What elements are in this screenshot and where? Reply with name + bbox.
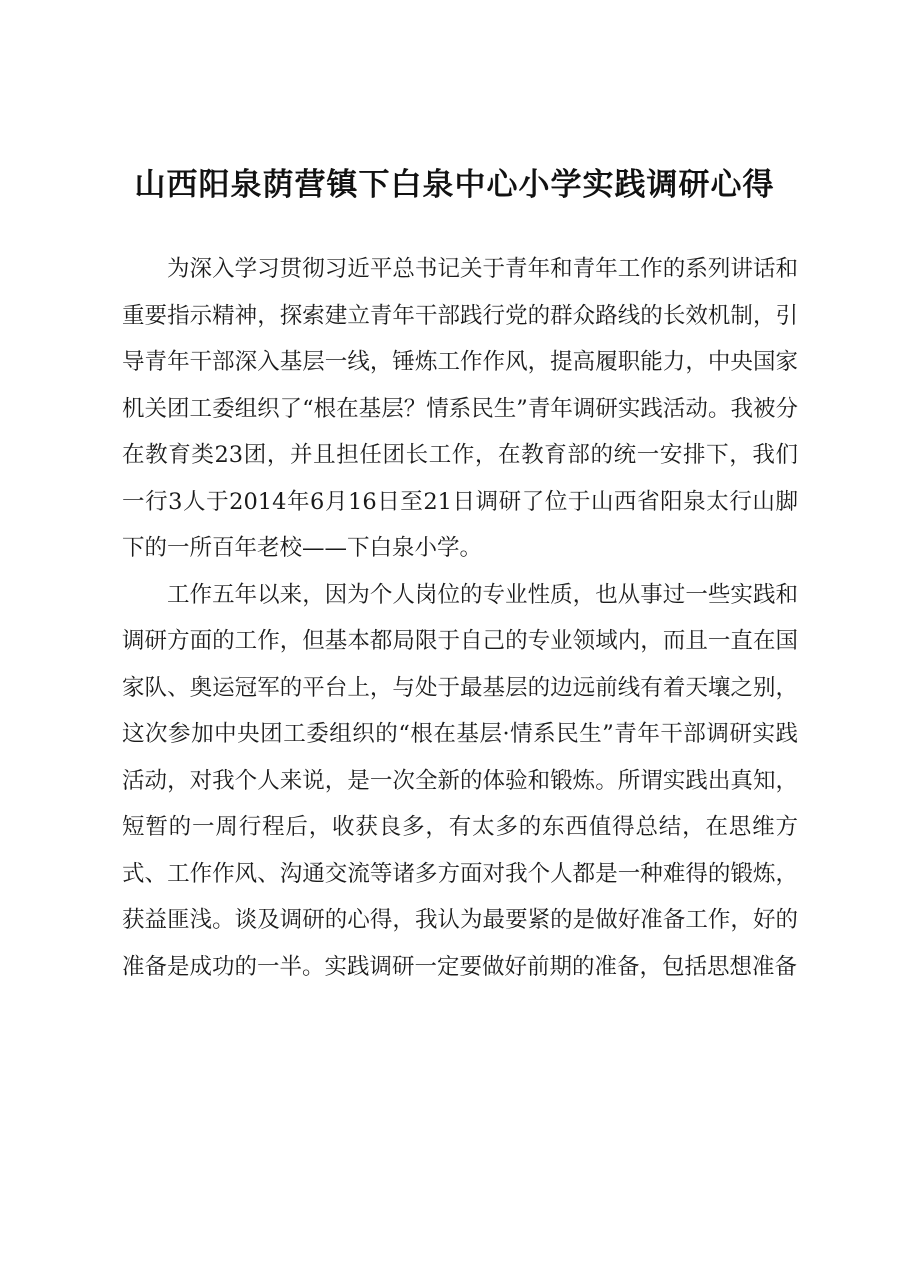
paragraph-1: 为深入学习贯彻习近平总书记关于青年和青年工作的系列讲话和重要指示精神，探索建立青年干部践行党的群众路线的长效机制，引导青年干部深入基层一线，锤炼工作作风，提高履职能力，中央国家机关团工委组织了“根在基层？情系民生”青年调研实践活动。我被分在教育类23团，并且担任团长工作，在教育部的统一安排下，我们一行3人于2014年6月16日至21日调研了位于山西省阳泉太行山脚下的一所百年老校——下白泉小学。 xyxy=(122,256,798,561)
paragraph-2: 工作五年以来，因为个人岗位的专业性质，也从事过一些实践和调研方面的工作，但基本都局限于自己的专业领域内，而且一直在国家队、奥运冠军的平台上，与处于最基层的边远前线有着天壤之别，这次参加中央团工委组织的“根在基层·情系民生”青年干部调研实践活动，对我个人来说，是一次全新的体验和锻炼。所谓实践出真知，短暂的一周行程后，收获良多，有太多的东西值得总结，在思维方式、工作作风、沟通交流等诸多方面对我个人都是一种难得的锻炼，获益匪浅。谈及调研的心得，我认为最要紧的是做好准备工作，好的准备是成功的一半。实践调研一定要做好前期的准备，包括思想准备 xyxy=(122,581,798,980)
document-body xyxy=(122,246,798,990)
document-title: 山西阳泉荫营镇下白泉中心小学实践调研心得 xyxy=(134,167,775,203)
